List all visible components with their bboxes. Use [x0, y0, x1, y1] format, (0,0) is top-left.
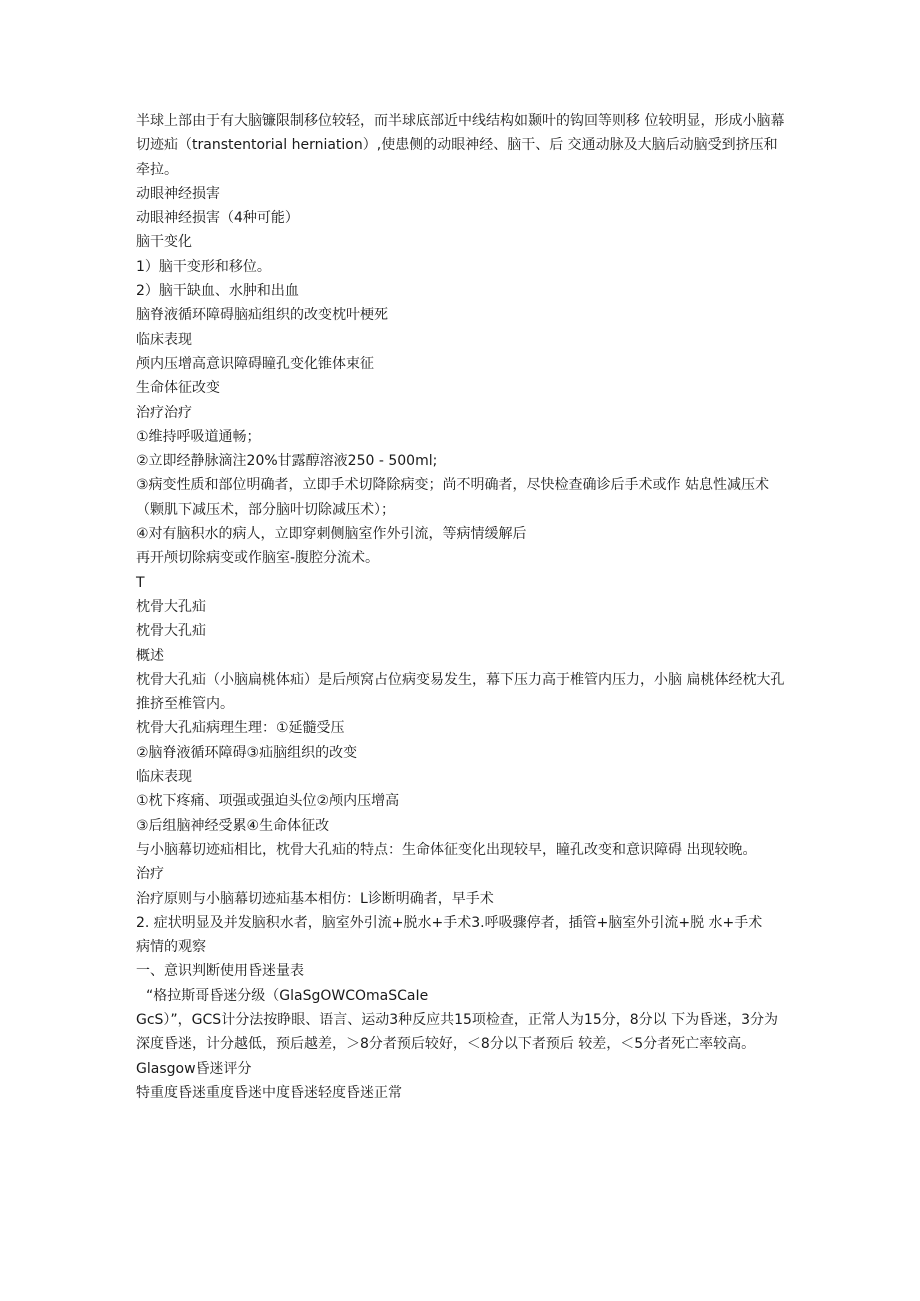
- document-body: [136, 109, 791, 1105]
- list-item-brainstem-1: 1）脑干变形和移位。: [136, 258, 271, 275]
- heading-clinical-manifestation-2: 临床表现: [136, 769, 192, 786]
- list-item-treatment-1: ①维持呼吸道通畅；: [136, 428, 261, 445]
- heading-treatment-2: 治疗: [136, 866, 164, 883]
- heading-foramen-magnum-hernia-repeat: 枕骨大孔疝: [136, 623, 206, 640]
- text-vital-signs: 生命体征改变: [136, 380, 220, 397]
- list-item-treatment-3: ③病变性质和部位明确者，立即手术切降除病变；尚不明确者，尽快检查确诊后手术或作 姑息性减压术（颗肌下减压术，部分脑叶切除减压术）；: [136, 477, 769, 518]
- text-symptoms-1: ①枕下疼痛、项强或强迫头位②颅内压增高: [136, 793, 400, 810]
- paragraph-herniation-description: 半球上部由于有大脑镰限制移位较轻，而半球底部近中线结构如颞叶的钩回等则移 位较明显，形成小脑幕切迹疝（transtentorial herniation）,使患侧的动眼神经、脑干、后 交通动脉及大脑后动脑受到挤压和牵拉。: [136, 113, 785, 178]
- text-clinical-signs: 颅内压增高意识障碍瞳孔变化锥体束征: [136, 355, 374, 372]
- heading-clinical-manifestation: 临床表现: [136, 331, 192, 348]
- list-item-treatment-4: ④对有脑积水的病人，立即穿刺侧脑室作外引流，等病情缓解后: [136, 526, 527, 543]
- heading-foramen-magnum-hernia: 枕骨大孔疝: [136, 598, 206, 615]
- heading-observation: 病情的观察: [136, 939, 206, 956]
- paragraph-comparison: 与小脑幕切迹疝相比，枕骨大孔疝的特点：生命体征变化出现较早，瞳孔改变和意识障碍 出现较晚。: [136, 841, 757, 858]
- text-csf-circulation: 脑脊液循环障碍脑疝组织的改变枕叶梗死: [136, 307, 388, 324]
- list-item-treatment-2: ②立即经静脉滴注20%甘露醇溶液250 - 500ml;: [136, 453, 438, 470]
- heading-consciousness-assessment: 一、意识判断使用昏迷量表: [136, 963, 304, 980]
- text-pathophysiology: 枕骨大孔疝病理生理：①延髓受压: [136, 720, 345, 737]
- paragraph-treatment-steps: 2. 症状明显及并发脑积水者，脑室外引流+脱水+手术3.呼吸骤停者，插管+脑室外引流+脱 水+手术: [136, 914, 763, 931]
- text-treatment-continued: 再开颅切除病变或作脑室-腹腔分流术。: [136, 550, 380, 567]
- heading-glasgow-score: Glasgow昏迷评分: [136, 1060, 252, 1077]
- text-pathophysiology-continued: ②脑脊液循环障碍③疝脑组织的改变: [136, 744, 358, 761]
- heading-treatment: 治疗治疗: [136, 404, 192, 421]
- heading-brainstem-changes: 脑干变化: [136, 234, 192, 251]
- heading-oculomotor-damage-types: 动眼神经损害（4种可能）: [136, 210, 299, 227]
- list-item-brainstem-2: 2）脑干缺血、水肿和出血: [136, 283, 299, 300]
- text-coma-levels: 特重度昏迷重度昏迷中度昏迷轻度昏迷正常: [136, 1084, 402, 1101]
- heading-overview: 概述: [136, 647, 164, 664]
- paragraph-gcs-description: GcS）”，GCS计分法按睁眼、语言、运动3种反应共15项检查，正常人为15分，8分以 下为昏迷，3分为深度昏迷，计分越低，预后越差，＞8分者预后较好，＜8分以下者预后 较差，＜5分者死亡率较高。: [136, 1011, 778, 1053]
- paragraph-overview: 枕骨大孔疝（小脑扁桃体疝）是后颅窝占位病变易发生，幕下压力高于椎管内压力，小脑 扁桃体经枕大孔推挤至椎管内。: [136, 671, 785, 713]
- text-treatment-principle: 治疗原则与小脑幕切迹疝基本相仿：L诊断明确者，早手术: [136, 890, 494, 907]
- text-gcs-title: “格拉斯哥昏迷分级（GlaSgOWCOmaSCaIe: [146, 987, 429, 1004]
- text-marker-t: T: [136, 574, 145, 591]
- text-symptoms-2: ③后组脑神经受累④生命体征改: [136, 817, 330, 834]
- heading-oculomotor-damage: 动眼神经损害: [136, 185, 220, 202]
